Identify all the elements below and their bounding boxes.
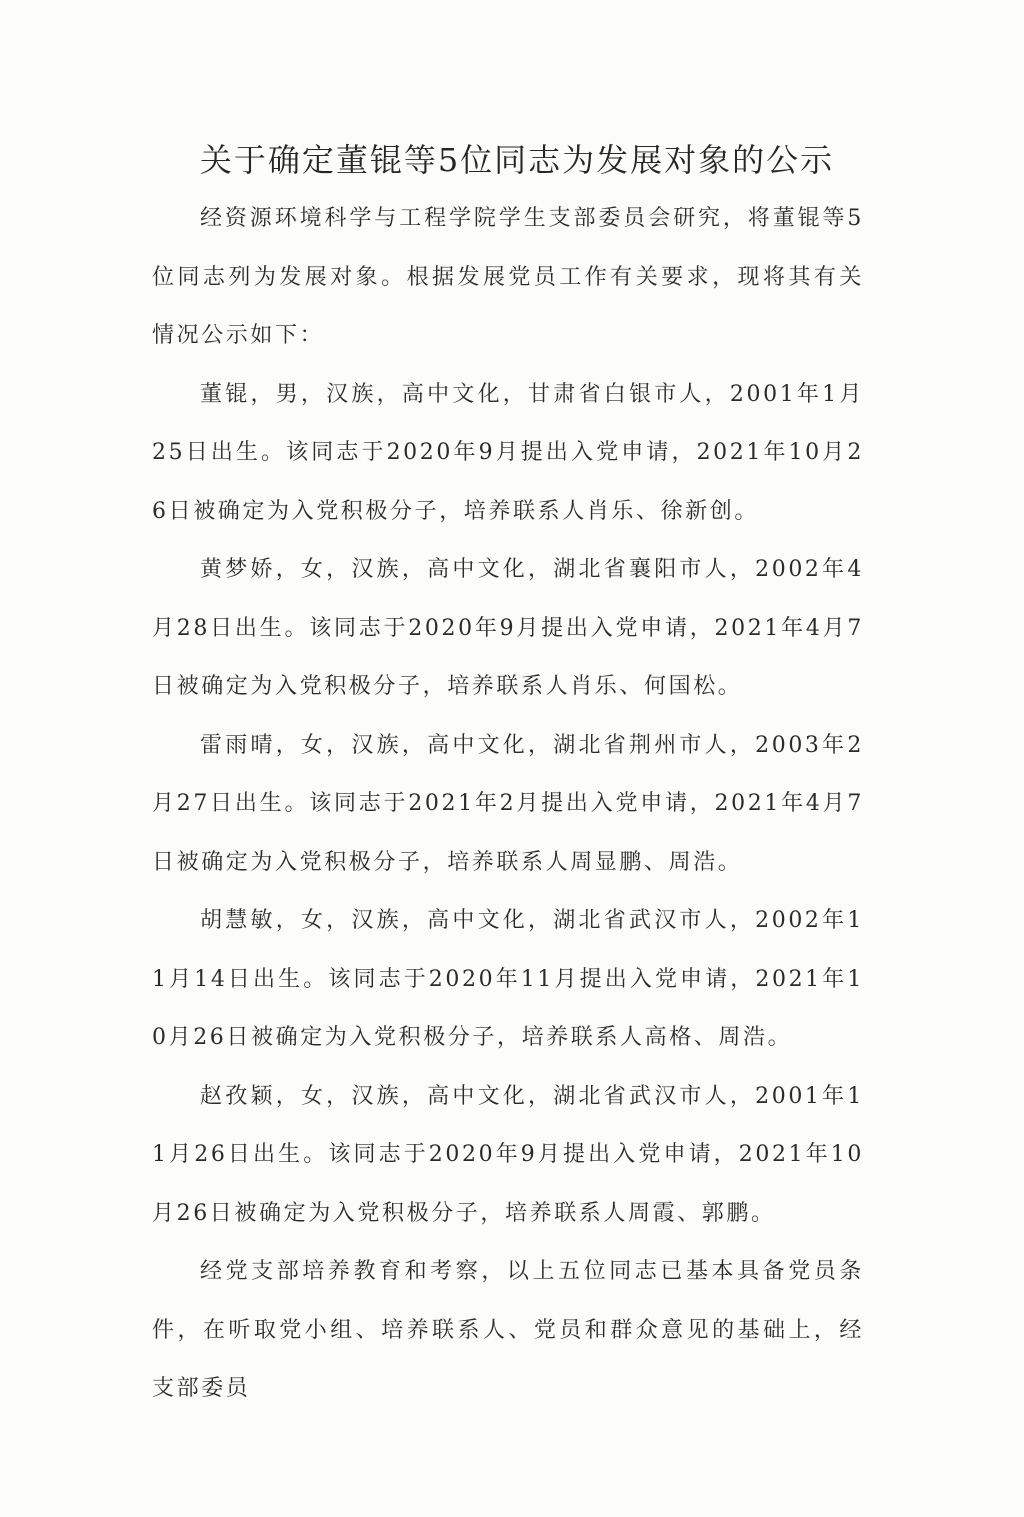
document-body [152, 138, 864, 1419]
document-title: 关于确定董锟等5位同志为发展对象的公示 [199, 141, 835, 179]
conclusion-paragraph: 经党支部培养教育和考察，以上五位同志已基本具备党员条件，在听取党小组、培养联系人、党员和群众意见的基础上，经支部委员 [152, 1259, 864, 1401]
intro-paragraph: 经资源环境科学与工程学院学生支部委员会研究，将董锟等5位同志列为发展对象。根据发展党员工作有关要求，现将其有关情况公示如下： [152, 206, 864, 348]
candidate-paragraph-hu-huimin: 胡慧敏，女，汉族，高中文化，湖北省武汉市人，2002年11月14日出生。该同志于2020年11月提出入党申请，2021年10月26日被确定为入党积极分子，培养联系人高格、周浩。 [152, 908, 864, 1050]
candidate-paragraph-huang-mengjiao: 黄梦娇，女，汉族，高中文化，湖北省襄阳市人，2002年4月28日出生。该同志于2020年9月提出入党申请，2021年4月7日被确定为入党积极分子，培养联系人肖乐、何国松。 [152, 557, 864, 699]
candidate-paragraph-lei-yuqing: 雷雨晴，女，汉族，高中文化，湖北省荆州市人，2003年2月27日出生。该同志于2021年2月提出入党申请，2021年4月7日被确定为入党积极分子，培养联系人周显鹏、周浩。 [152, 732, 864, 875]
candidate-paragraph-dong-kun: 董锟，男，汉族，高中文化，甘肃省白银市人，2001年1月25日出生。该同志于2020年9月提出入党申请，2021年10月26日被确定为入党积极分子，培养联系人肖乐、徐新创。 [152, 381, 864, 524]
candidate-paragraph-zhao-ziying: 赵孜颖，女，汉族，高中文化，湖北省武汉市人，2001年11月26日出生。该同志于2020年9月提出入党申请，2021年10月26日被确定为入党积极分子，培养联系人周霞、郭鹏。 [152, 1083, 864, 1226]
